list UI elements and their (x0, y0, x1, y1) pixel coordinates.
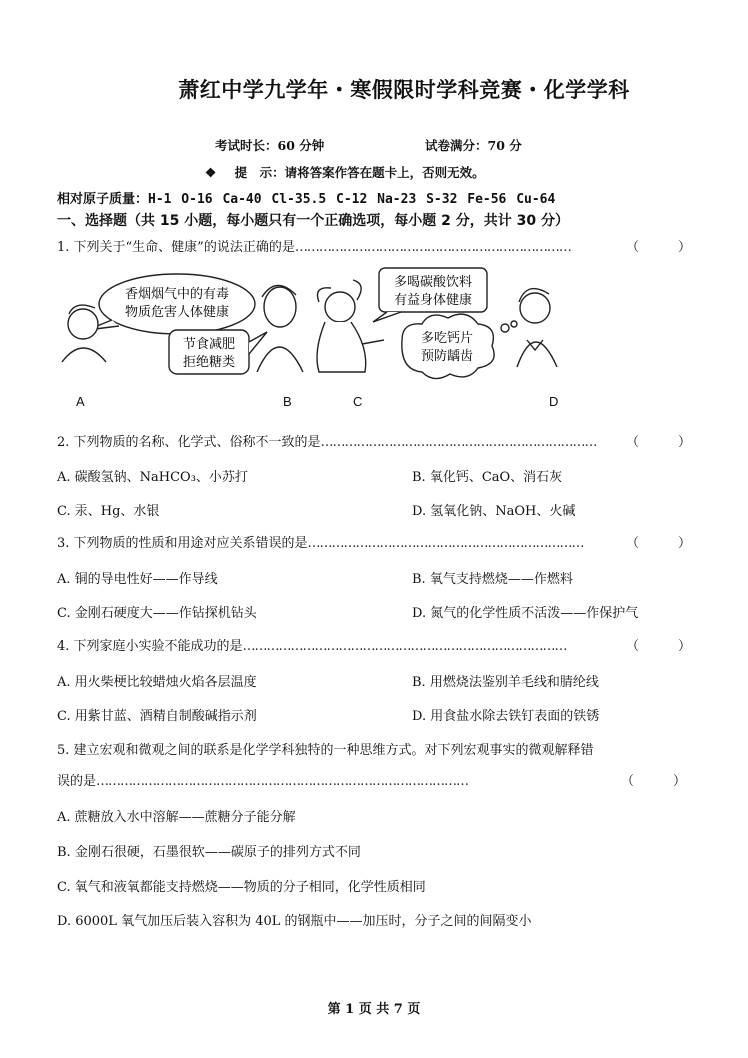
q4-option-d: D. 用食盐水除去铁钉表面的铁锈 (412, 709, 600, 724)
bubble-b-line2: 拒绝糖类 (182, 355, 236, 370)
question-stem: 4. 下列家庭小实验不能成功的是 (57, 639, 243, 654)
question-5 (57, 739, 691, 758)
page-title: 萧红中学九学年・寒假限时学科竞赛・化学学科 (178, 78, 630, 102)
q2-option-a: A. 碳酸氢钠、NaHCO₃、小苏打 (57, 470, 248, 485)
q1-label-b: B (283, 394, 292, 409)
question-4 (57, 635, 691, 654)
question-stem: 2. 下列物质的名称、化学式、俗称不一致的是 (57, 435, 321, 450)
q2-option-c: C. 汞、Hg、水银 (57, 504, 160, 519)
section-heading: 一、选择题（共 15 小题，每小题只有一个正确选项，每小题 2 分，共计 30 分） (57, 213, 569, 229)
q3-option-a: A. 铜的导电性好——作导线 (57, 572, 218, 587)
question-1 (57, 236, 691, 255)
q4-option-b: B. 用燃烧法鉴别羊毛线和腈纶线 (412, 675, 599, 690)
question-stem: 3. 下列物质的性质和用途对应关系错误的是 (57, 536, 308, 551)
answer-paren: （ ） (625, 435, 691, 450)
q3-option-d: D. 氮气的化学性质不活泼——作保护气 (412, 606, 639, 621)
question-stem: 5. 建立宏观和微观之间的联系是化学学科独特的一种思维方式。对下列宏观事实的微观解释错 (57, 743, 594, 758)
tip-line (205, 163, 485, 181)
q5-option-d: D. 6000L 氧气加压后装入容积为 40L 的钢瓶中——加压时，分子之间的间隔变小 (57, 914, 532, 929)
answer-paren: （ ） (625, 536, 691, 551)
atomic-masses: 相对原子质量：H-1 O-16 Ca-40 Cl-35.5 C-12 Na-23 S-32 Fe-56 Cu-64 (57, 192, 556, 207)
leader-dots: ………………………………………………………………………………… (96, 774, 469, 789)
answer-paren: （ ） (625, 240, 691, 255)
q1-illustration (57, 262, 697, 417)
exam-score: 试卷满分：70 分 (425, 138, 522, 153)
question-5-continued (57, 770, 468, 789)
q1-label-a: A (76, 394, 85, 409)
leader-dots: …………………………………………………………… (294, 240, 571, 255)
q5-option-a: A. 蔗糖放入水中溶解——蔗糖分子能分解 (57, 810, 296, 825)
cartoon-figures (57, 262, 697, 417)
bubble-a-line1: 香烟烟气中的有毒 (124, 287, 230, 302)
question-stem: 1. 下列关于“生命、健康”的说法正确的是 (57, 240, 295, 255)
page-number: 第 1 页 共 7 页 (327, 1002, 421, 1017)
leader-dots: …………………………………………………………… (320, 435, 597, 450)
bubble-c-line2: 有益身体健康 (393, 293, 473, 308)
q4-option-a: A. 用火柴梗比较蜡烛火焰各层温度 (57, 675, 257, 690)
q2-option-b: B. 氧化钙、CaO、消石灰 (412, 470, 563, 485)
q3-option-b: B. 氧气支持燃烧——作燃料 (412, 572, 573, 587)
bubble-a-line2: 物质危害人体健康 (124, 305, 230, 320)
answer-paren: （ ） (625, 639, 691, 654)
q3-option-c: C. 金刚石硬度大——作钻探机钻头 (57, 606, 257, 621)
bubble-d-line2: 预防龋齿 (420, 349, 474, 364)
q5-option-c: C. 氧气和液氧都能支持燃烧——物质的分子相同，化学性质相同 (57, 880, 426, 895)
q5-option-b: B. 金刚石很硬，石墨很软——碳原子的排列方式不同 (57, 845, 361, 860)
q4-option-c: C. 用紫甘蓝、酒精自制酸碱指示剂 (57, 709, 257, 724)
bubble-d-line1: 多吃钙片 (420, 331, 474, 346)
q2-option-d: D. 氢氧化钠、NaOH、火碱 (412, 504, 576, 519)
answer-paren: （ ） (620, 774, 686, 789)
question-stem-cont: 误的是 (57, 774, 97, 789)
star-icon: ❖ (205, 165, 217, 180)
exam-duration: 考试时长：60 分钟 (215, 138, 325, 153)
bubble-b-line1: 节食减肥 (182, 337, 236, 352)
leader-dots: …………………………………………………………… (307, 536, 584, 551)
leader-dots: ……………………………………………………………………… (242, 639, 567, 654)
question-3 (57, 532, 691, 551)
q1-label-d: D (549, 394, 559, 409)
q1-label-c: C (353, 394, 363, 409)
tip-text: 提 示：请将答案作答在题卡上，否则无效。 (234, 165, 485, 180)
question-2 (57, 431, 691, 450)
bubble-c-line1: 多喝碳酸饮料 (393, 275, 473, 290)
